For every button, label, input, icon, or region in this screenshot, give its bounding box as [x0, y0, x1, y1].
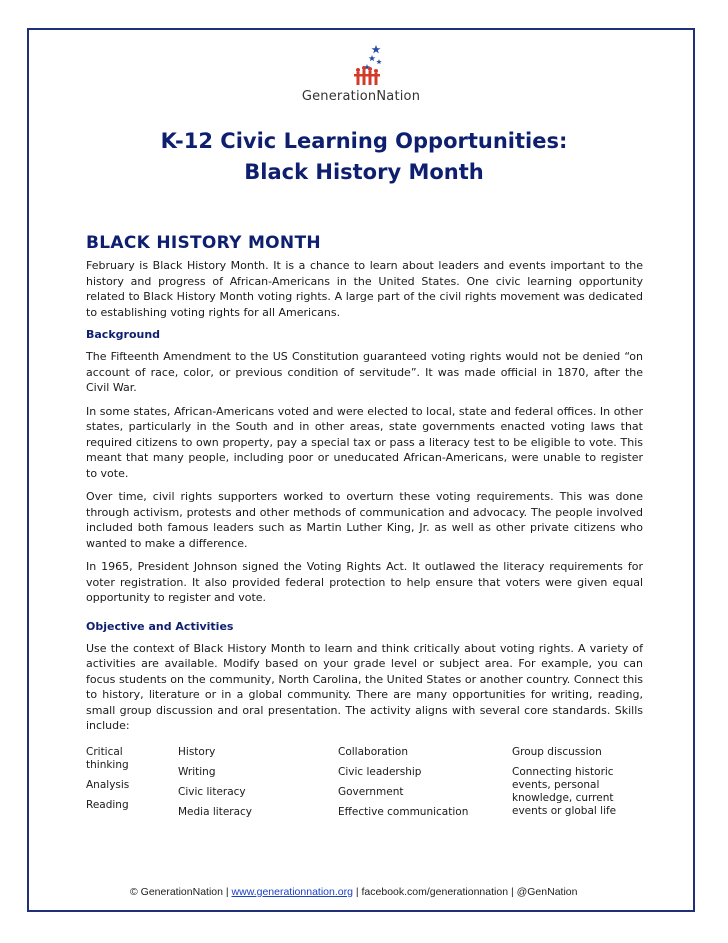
skill-item: Collaboration: [338, 745, 408, 758]
logo-text-nation: Nation: [376, 89, 421, 104]
footer-separator: |: [508, 886, 517, 898]
skill-item: Critical thinking: [86, 745, 129, 771]
logo-wordmark: [286, 89, 436, 104]
skill-item: Writing: [178, 765, 216, 778]
background-paragraph-2: In some states, African-Americans voted and were elected to local, state and federal offices. In other states, particularly in the South and in other areas, state governments enacted voting laws that required citizens to own property, pay a special tax or pass a literacy test to be eligible to vote. This meant that many people, including poor or uneducated African-Americans, were unable to register to vote.: [86, 404, 643, 480]
skill-item: Media literacy: [178, 805, 253, 818]
section-heading-background: Background: [86, 328, 161, 341]
footer-website-link[interactable]: www.generationnation.org: [231, 886, 353, 898]
skill-item: Civic literacy: [178, 785, 246, 798]
footer-twitter: @GenNation: [516, 886, 578, 898]
intro-paragraph: February is Black History Month. It is a chance to learn about leaders and events important to the history and progress of African-Americans in the United States. One civic learning opportunity related to Black History Month voting rights. A large part of the civil rights movement was dedicated to establishing voting rights for all Americans.: [86, 259, 643, 319]
skills-column-2: [178, 746, 328, 826]
skills-column-1: [86, 746, 166, 819]
generationnation-logo: [286, 42, 436, 108]
skill-item: Government: [338, 785, 404, 798]
section-heading-black-history-month: BLACK HISTORY MONTH: [86, 233, 321, 253]
footer-separator: |: [222, 886, 232, 898]
section-heading-objective: Objective and Activities: [86, 619, 234, 633]
title-line-1: K-12 Civic Learning Opportunities:: [160, 129, 568, 153]
background-paragraph-4: In 1965, President Johnson signed the Voting Rights Act. It outlawed the literacy requirements for voter registration. It also provided federal protection to help ensure that voters were given equal opportunity to register and vote.: [86, 560, 643, 604]
main-content: [86, 233, 643, 826]
skill-item: Reading: [86, 798, 129, 811]
skill-item: Analysis: [86, 778, 130, 791]
skill-item: Connecting historic events, personal knowledge, current events or global life: [512, 765, 617, 817]
background-paragraph-3: Over time, civil rights supporters worked to overturn these voting requirements. This was done through activism, protests and other methods of communication and advocacy. The people involved included both famous leaders such as Martin Luther King, Jr. as well as other private citizens who wanted to make a difference.: [86, 490, 643, 550]
logo-figures-icon: [286, 42, 436, 90]
skill-item: Group discussion: [512, 745, 602, 758]
objective-paragraph: Use the context of Black History Month to learn and think critically about voting rights. A variety of activities are available. Modify based on your grade level or subject area. For example, you can focus students on the community, North Carolina, the United States or another country. Connect this to history, literature or in a global community. There are many opportunities for writing, reading, small group discussion and oral presentation. The activity aligns with several core standards. Skills include:: [86, 641, 643, 732]
background-paragraph-1: The Fifteenth Amendment to the US Constitution guaranteed voting rights would not be denied “on account of race, color, or previous condition of servitude”. It was made official in 1870, after the Civil War.: [86, 350, 643, 394]
page-footer: [130, 886, 650, 898]
skills-table: [86, 746, 643, 826]
footer-facebook: facebook.com/generationnation: [361, 886, 509, 898]
skill-item: Civic leadership: [338, 765, 422, 778]
skills-column-4: [512, 746, 642, 825]
title-line-2: Black History Month: [244, 160, 484, 184]
skill-item: Effective communication: [338, 805, 469, 818]
logo-text-generation: Generation: [301, 89, 377, 104]
skill-item: History: [178, 745, 216, 758]
footer-separator: |: [352, 886, 362, 898]
page-title: [88, 126, 640, 188]
skills-column-3: [338, 746, 508, 826]
footer-copyright: © GenerationNation: [130, 886, 223, 898]
